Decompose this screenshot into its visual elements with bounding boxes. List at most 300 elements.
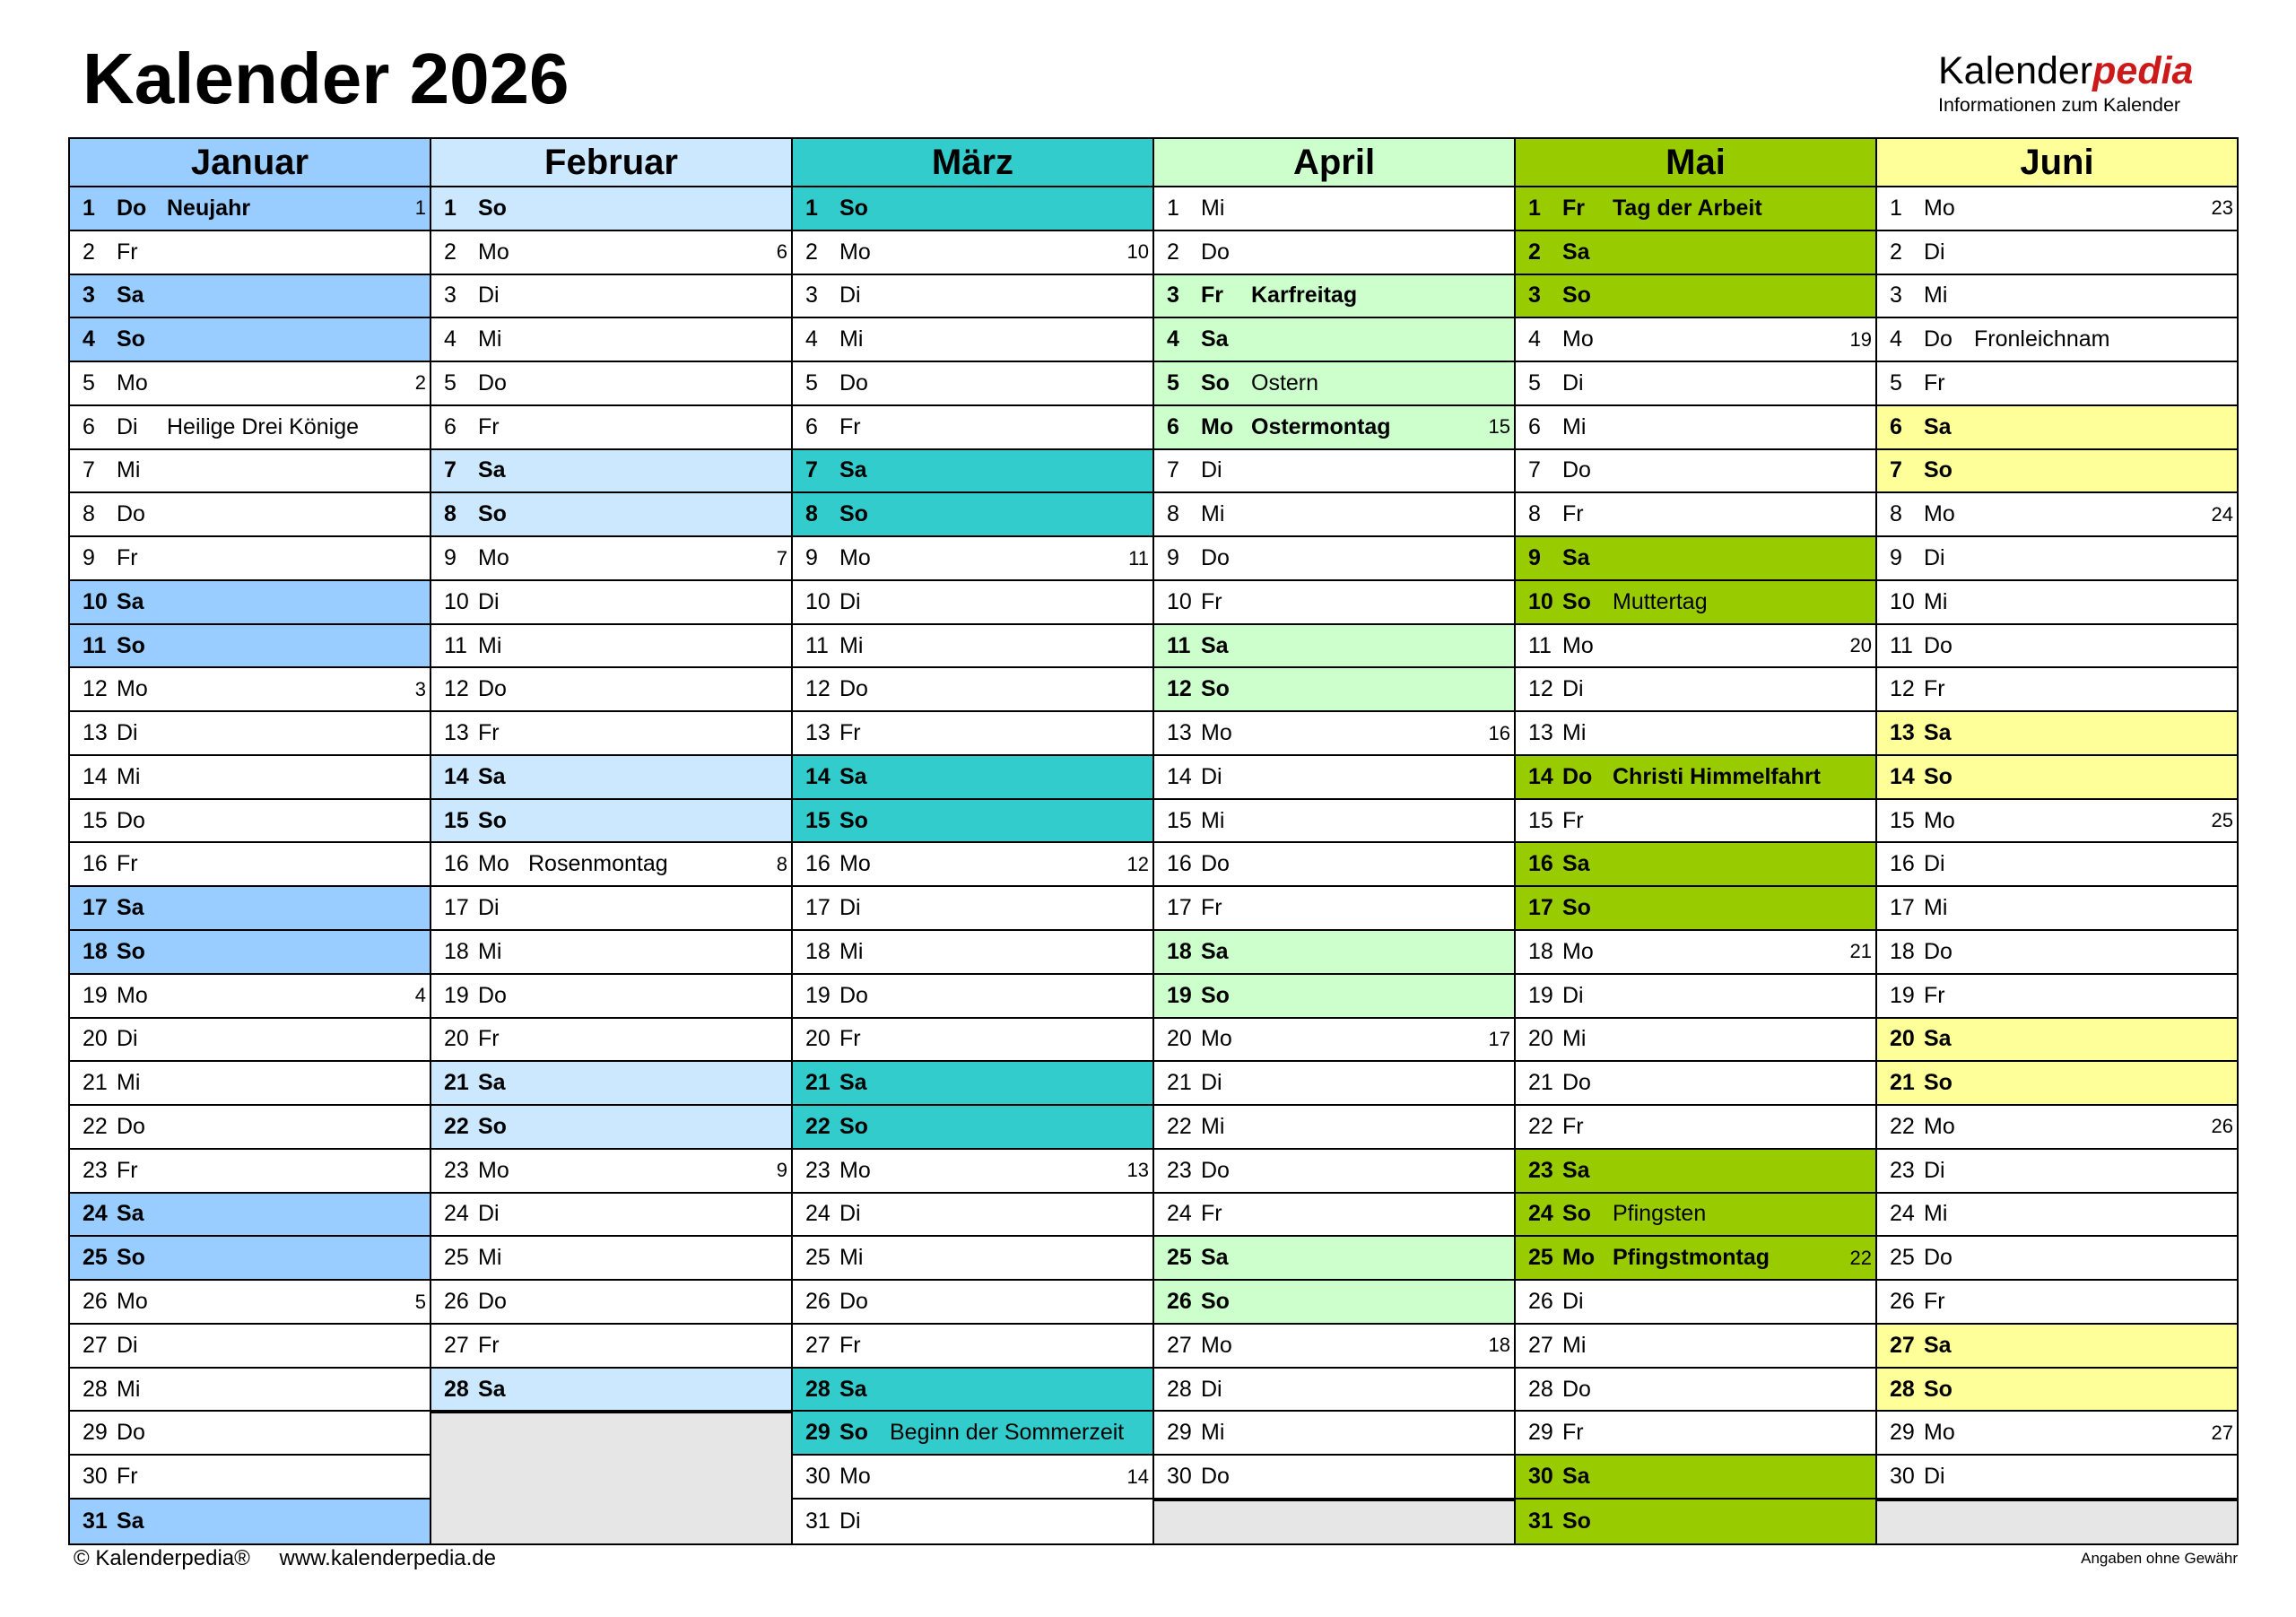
- weekday: Do: [478, 676, 507, 702]
- week-number: 6: [776, 240, 787, 264]
- day-row[interactable]: [1516, 318, 1875, 362]
- day-row[interactable]: [431, 537, 791, 581]
- weekday: Mo: [1924, 1420, 1955, 1446]
- day-row[interactable]: [1154, 931, 1514, 975]
- day-number: 13: [83, 720, 108, 746]
- day-row[interactable]: [1154, 581, 1514, 625]
- weekday: Do: [117, 807, 145, 833]
- day-row[interactable]: [70, 406, 430, 450]
- day-row[interactable]: [70, 975, 430, 1019]
- day-row[interactable]: [1877, 931, 2237, 975]
- day-row[interactable]: [1877, 406, 2237, 450]
- day-number: 21: [444, 1070, 469, 1096]
- day-row[interactable]: [1154, 362, 1514, 406]
- weekday: So: [1201, 676, 1230, 702]
- day-event: Rosenmontag: [528, 851, 668, 877]
- day-row[interactable]: [793, 1412, 1152, 1456]
- day-row[interactable]: [1877, 275, 2237, 319]
- weekday: Mi: [1562, 720, 1587, 746]
- day-row[interactable]: [70, 1019, 430, 1063]
- day-row[interactable]: [1877, 581, 2237, 625]
- day-row[interactable]: [70, 1500, 430, 1543]
- day-row[interactable]: [431, 581, 791, 625]
- day-row[interactable]: [431, 712, 791, 756]
- day-row[interactable]: [793, 931, 1152, 975]
- month-column: [1877, 139, 2237, 1543]
- day-row[interactable]: [1516, 1150, 1875, 1194]
- day-event: Ostern: [1251, 369, 1319, 396]
- day-row[interactable]: [70, 1281, 430, 1325]
- day-number: 15: [1167, 807, 1192, 833]
- day-event: Beginn der Sommerzeit: [890, 1420, 1125, 1446]
- day-row[interactable]: [1154, 712, 1514, 756]
- weekday: Do: [478, 369, 507, 396]
- day-row[interactable]: [793, 756, 1152, 800]
- weekday: Mo: [478, 1157, 509, 1183]
- weekday: Mo: [117, 369, 148, 396]
- day-row[interactable]: [793, 1456, 1152, 1500]
- day-number: 17: [444, 895, 469, 921]
- day-row[interactable]: [70, 887, 430, 931]
- brand-tagline: Informationen zum Kalender: [1938, 94, 2181, 116]
- day-row[interactable]: [1154, 1062, 1514, 1106]
- day-row[interactable]: [1154, 975, 1514, 1019]
- day-row[interactable]: [793, 581, 1152, 625]
- weekday: Mi: [1562, 413, 1587, 439]
- day-row[interactable]: [70, 537, 430, 581]
- day-row[interactable]: [793, 625, 1152, 669]
- day-row[interactable]: [1877, 887, 2237, 931]
- day-row[interactable]: [1877, 1062, 2237, 1106]
- day-row[interactable]: [431, 187, 791, 231]
- day-number: 10: [444, 588, 469, 614]
- day-row[interactable]: [1877, 493, 2237, 537]
- day-row[interactable]: [1516, 231, 1875, 275]
- day-row[interactable]: [1154, 318, 1514, 362]
- day-number: 23: [805, 1157, 831, 1183]
- day-row[interactable]: [1154, 1106, 1514, 1150]
- weekday: Mo: [1562, 632, 1594, 658]
- day-number: 22: [1167, 1113, 1192, 1139]
- day-row[interactable]: [1877, 1369, 2237, 1413]
- day-row[interactable]: [793, 318, 1152, 362]
- day-number: 5: [83, 369, 95, 396]
- day-number: 11: [444, 632, 467, 658]
- day-row[interactable]: [70, 362, 430, 406]
- weekday: So: [117, 1245, 145, 1271]
- day-number: 14: [83, 763, 108, 789]
- day-number: 30: [1167, 1464, 1192, 1490]
- day-row[interactable]: [1516, 362, 1875, 406]
- month-days: [70, 187, 430, 1543]
- day-row[interactable]: [1516, 1194, 1875, 1238]
- day-row[interactable]: [1516, 712, 1875, 756]
- day-row[interactable]: [431, 1369, 791, 1413]
- day-row[interactable]: [431, 1325, 791, 1369]
- day-row[interactable]: [1516, 1237, 1875, 1281]
- day-number: 9: [444, 545, 457, 570]
- day-number: 20: [1890, 1026, 1915, 1052]
- day-number: 13: [1167, 720, 1192, 746]
- day-row[interactable]: [1516, 406, 1875, 450]
- day-number: 30: [805, 1464, 831, 1490]
- day-row[interactable]: [793, 1325, 1152, 1369]
- day-row[interactable]: [1154, 1456, 1514, 1500]
- day-row[interactable]: [70, 275, 430, 319]
- day-row[interactable]: [1516, 493, 1875, 537]
- day-row[interactable]: [793, 275, 1152, 319]
- day-number: 20: [444, 1026, 469, 1052]
- day-number: 22: [1528, 1113, 1553, 1139]
- day-number: 20: [1167, 1026, 1192, 1052]
- day-row[interactable]: [1516, 1062, 1875, 1106]
- day-row[interactable]: [1516, 1325, 1875, 1369]
- weekday: Sa: [1201, 938, 1229, 964]
- day-row[interactable]: [1154, 1019, 1514, 1063]
- day-row[interactable]: [70, 668, 430, 712]
- day-row[interactable]: [70, 1412, 430, 1456]
- day-row[interactable]: [1516, 1019, 1875, 1063]
- day-row[interactable]: [431, 975, 791, 1019]
- day-row[interactable]: [793, 1281, 1152, 1325]
- week-number: 19: [1849, 327, 1872, 351]
- day-row[interactable]: [793, 887, 1152, 931]
- day-row[interactable]: [70, 493, 430, 537]
- day-row[interactable]: [431, 275, 791, 319]
- day-row[interactable]: [431, 450, 791, 494]
- day-row[interactable]: [1516, 581, 1875, 625]
- week-number: 10: [1126, 240, 1149, 264]
- week-number: 25: [2211, 809, 2233, 832]
- day-number: 24: [83, 1201, 108, 1227]
- weekday: Sa: [839, 1070, 867, 1096]
- day-number: 16: [1528, 851, 1553, 877]
- day-row[interactable]: [793, 1237, 1152, 1281]
- day-row[interactable]: [1516, 450, 1875, 494]
- day-row[interactable]: [70, 231, 430, 275]
- day-row[interactable]: [1154, 1325, 1514, 1369]
- day-row[interactable]: [1154, 537, 1514, 581]
- day-row[interactable]: [1877, 1237, 2237, 1281]
- day-row[interactable]: [1154, 1150, 1514, 1194]
- weekday: Di: [1562, 676, 1584, 702]
- day-row[interactable]: [431, 362, 791, 406]
- day-row[interactable]: [1877, 800, 2237, 844]
- day-row[interactable]: [793, 1369, 1152, 1413]
- month-header: März: [793, 139, 1152, 187]
- day-row[interactable]: [431, 318, 791, 362]
- day-row[interactable]: [1877, 975, 2237, 1019]
- day-row[interactable]: [1516, 275, 1875, 319]
- day-row[interactable]: [70, 800, 430, 844]
- day-row[interactable]: [793, 1194, 1152, 1238]
- weekday: Do: [478, 982, 507, 1008]
- day-row[interactable]: [793, 1150, 1152, 1194]
- day-row[interactable]: [431, 625, 791, 669]
- weekday: Di: [1201, 763, 1222, 789]
- day-row[interactable]: [1516, 1281, 1875, 1325]
- weekday: Fr: [478, 413, 500, 439]
- weekday: Mi: [839, 938, 864, 964]
- day-row[interactable]: [431, 800, 791, 844]
- weekday: Sa: [117, 1201, 144, 1227]
- weekday: Di: [1201, 1376, 1222, 1402]
- day-row[interactable]: [1154, 1194, 1514, 1238]
- day-row[interactable]: [1877, 450, 2237, 494]
- weekday: Mi: [1201, 501, 1225, 527]
- day-number: 6: [1528, 413, 1541, 439]
- day-number: 9: [1167, 545, 1179, 570]
- day-row[interactable]: [793, 231, 1152, 275]
- day-number: 27: [1167, 1332, 1192, 1358]
- day-row[interactable]: [70, 1106, 430, 1150]
- day-row[interactable]: [1516, 668, 1875, 712]
- day-row[interactable]: [431, 931, 791, 975]
- day-row[interactable]: [1516, 843, 1875, 887]
- day-row[interactable]: [431, 843, 791, 887]
- day-row[interactable]: [1877, 1456, 2237, 1500]
- day-row[interactable]: [793, 1019, 1152, 1063]
- day-number: 4: [83, 326, 95, 352]
- day-row[interactable]: [431, 1150, 791, 1194]
- day-row[interactable]: [793, 843, 1152, 887]
- weekday: So: [1924, 1070, 1952, 1096]
- day-row[interactable]: [431, 1281, 791, 1325]
- day-row[interactable]: [1516, 1106, 1875, 1150]
- weekday: Sa: [478, 1070, 506, 1096]
- day-number: 28: [1890, 1376, 1915, 1402]
- month-column: [1154, 139, 1516, 1543]
- day-row[interactable]: [1877, 668, 2237, 712]
- footer-url[interactable]: www.kalenderpedia.de: [279, 1546, 496, 1570]
- day-number: 20: [805, 1026, 831, 1052]
- weekday: Di: [478, 1201, 500, 1227]
- week-number: 21: [1849, 940, 1872, 963]
- weekday: Fr: [1924, 676, 1945, 702]
- day-number: 28: [1528, 1376, 1553, 1402]
- day-row[interactable]: [1877, 362, 2237, 406]
- weekday: Di: [1562, 369, 1584, 396]
- day-number: 5: [1528, 369, 1541, 396]
- day-row[interactable]: [70, 1150, 430, 1194]
- day-number: 25: [444, 1245, 469, 1271]
- day-row[interactable]: [1877, 187, 2237, 231]
- weekday: So: [1562, 895, 1591, 921]
- day-number: 25: [805, 1245, 831, 1271]
- day-row[interactable]: [1516, 800, 1875, 844]
- month-column: [431, 139, 793, 1543]
- day-row[interactable]: [793, 1062, 1152, 1106]
- day-row[interactable]: [1516, 537, 1875, 581]
- day-number: 13: [1890, 720, 1915, 746]
- weekday: Mo: [1924, 501, 1955, 527]
- weekday: Do: [1924, 938, 1952, 964]
- weekday: Fr: [117, 239, 138, 265]
- day-row[interactable]: [1877, 537, 2237, 581]
- weekday: Sa: [117, 283, 144, 309]
- weekday: Do: [1924, 326, 1952, 352]
- day-number: 29: [1890, 1420, 1915, 1446]
- day-row[interactable]: [1154, 625, 1514, 669]
- day-row[interactable]: [1154, 1369, 1514, 1413]
- day-row[interactable]: [793, 187, 1152, 231]
- day-row[interactable]: [1877, 1412, 2237, 1456]
- day-number: 21: [805, 1070, 831, 1096]
- day-row[interactable]: [1154, 406, 1514, 450]
- day-row[interactable]: [1154, 887, 1514, 931]
- day-row[interactable]: [793, 1106, 1152, 1150]
- day-row[interactable]: [70, 1369, 430, 1413]
- weekday: Fr: [1562, 195, 1585, 221]
- day-row[interactable]: [1877, 625, 2237, 669]
- day-row[interactable]: [1154, 1237, 1514, 1281]
- weekday: Mo: [1201, 1332, 1232, 1358]
- day-number: 3: [444, 283, 457, 309]
- day-row[interactable]: [1877, 712, 2237, 756]
- day-row[interactable]: [793, 1500, 1152, 1543]
- day-row[interactable]: [1154, 756, 1514, 800]
- day-row[interactable]: [70, 1237, 430, 1281]
- day-number: 2: [444, 239, 457, 265]
- day-number: 4: [805, 326, 818, 352]
- day-row[interactable]: [1877, 231, 2237, 275]
- day-row[interactable]: [431, 1194, 791, 1238]
- weekday: Do: [1201, 1157, 1230, 1183]
- weekday: Do: [117, 195, 147, 221]
- weekday: Fr: [1562, 1420, 1584, 1446]
- day-row[interactable]: [1154, 231, 1514, 275]
- day-row[interactable]: [70, 843, 430, 887]
- day-row[interactable]: [793, 362, 1152, 406]
- day-row[interactable]: [793, 668, 1152, 712]
- weekday: Do: [1201, 239, 1230, 265]
- day-row[interactable]: [1154, 275, 1514, 319]
- day-row[interactable]: [70, 1194, 430, 1238]
- footer-left: [74, 1546, 519, 1571]
- day-number: 8: [805, 501, 818, 527]
- day-row[interactable]: [793, 800, 1152, 844]
- day-row[interactable]: [1516, 1500, 1875, 1543]
- day-row[interactable]: [1516, 975, 1875, 1019]
- day-row[interactable]: [70, 318, 430, 362]
- day-row[interactable]: [1516, 887, 1875, 931]
- day-row[interactable]: [1516, 1456, 1875, 1500]
- day-row[interactable]: [70, 756, 430, 800]
- day-number: 31: [83, 1508, 108, 1534]
- day-row[interactable]: [1877, 1194, 2237, 1238]
- empty-cell: [1154, 1500, 1514, 1543]
- day-number: 1: [444, 195, 457, 221]
- day-row[interactable]: [1516, 1369, 1875, 1413]
- day-row[interactable]: [1877, 1150, 2237, 1194]
- day-row[interactable]: [1154, 1412, 1514, 1456]
- day-number: 10: [1528, 588, 1553, 614]
- day-number: 8: [1528, 501, 1541, 527]
- day-row[interactable]: [431, 406, 791, 450]
- day-row[interactable]: [793, 712, 1152, 756]
- day-row[interactable]: [1516, 756, 1875, 800]
- day-row[interactable]: [793, 450, 1152, 494]
- day-row[interactable]: [1877, 1325, 2237, 1369]
- day-number: 19: [1528, 982, 1553, 1008]
- day-row[interactable]: [70, 450, 430, 494]
- day-row[interactable]: [431, 493, 791, 537]
- day-row[interactable]: [1154, 800, 1514, 844]
- day-row[interactable]: [431, 231, 791, 275]
- day-number: 16: [444, 851, 469, 877]
- day-number: 9: [805, 545, 818, 570]
- day-row[interactable]: [1877, 756, 2237, 800]
- day-number: 15: [1528, 807, 1553, 833]
- day-row[interactable]: [793, 493, 1152, 537]
- day-row[interactable]: [1154, 450, 1514, 494]
- day-row[interactable]: [70, 187, 430, 231]
- day-row[interactable]: [70, 625, 430, 669]
- weekday: Mo: [1924, 1113, 1955, 1139]
- day-row[interactable]: [1154, 1281, 1514, 1325]
- day-row[interactable]: [1154, 187, 1514, 231]
- weekday: Mo: [117, 676, 148, 702]
- day-row[interactable]: [431, 756, 791, 800]
- day-row[interactable]: [431, 668, 791, 712]
- day-row[interactable]: [70, 1325, 430, 1369]
- day-row[interactable]: [431, 1106, 791, 1150]
- day-row[interactable]: [1877, 1019, 2237, 1063]
- day-row[interactable]: [70, 931, 430, 975]
- day-row[interactable]: [431, 1062, 791, 1106]
- day-row[interactable]: [70, 1062, 430, 1106]
- day-row[interactable]: [1877, 1106, 2237, 1150]
- day-number: 27: [805, 1332, 831, 1358]
- day-row[interactable]: [1154, 843, 1514, 887]
- day-row[interactable]: [793, 537, 1152, 581]
- day-row[interactable]: [70, 581, 430, 625]
- day-row[interactable]: [70, 1456, 430, 1500]
- weekday: Mo: [117, 1289, 148, 1315]
- day-row[interactable]: [1877, 318, 2237, 362]
- day-row[interactable]: [431, 1019, 791, 1063]
- day-row[interactable]: [1516, 931, 1875, 975]
- day-number: 15: [805, 807, 831, 833]
- day-row[interactable]: [431, 887, 791, 931]
- brand-logo[interactable]: [1938, 48, 2234, 117]
- weekday: So: [1562, 1508, 1591, 1534]
- day-row[interactable]: [1516, 625, 1875, 669]
- day-row[interactable]: [70, 712, 430, 756]
- day-row[interactable]: [1877, 843, 2237, 887]
- day-number: 5: [805, 369, 818, 396]
- weekday: So: [117, 326, 145, 352]
- day-row[interactable]: [1154, 493, 1514, 537]
- day-row[interactable]: [1516, 1412, 1875, 1456]
- weekday: Mi: [1562, 1332, 1587, 1358]
- day-row[interactable]: [431, 1237, 791, 1281]
- weekday: Mi: [839, 326, 864, 352]
- empty-cell: [431, 1412, 791, 1543]
- week-number: 9: [776, 1159, 787, 1182]
- day-row[interactable]: [1516, 187, 1875, 231]
- day-row[interactable]: [793, 406, 1152, 450]
- weekday: Mo: [117, 982, 148, 1008]
- week-number: 5: [414, 1290, 426, 1313]
- day-number: 17: [83, 895, 108, 921]
- day-row[interactable]: [1154, 668, 1514, 712]
- day-number: 1: [1890, 195, 1902, 221]
- day-number: 27: [1890, 1332, 1915, 1358]
- day-row[interactable]: [1877, 1281, 2237, 1325]
- day-row[interactable]: [793, 975, 1152, 1019]
- day-number: 9: [1890, 545, 1902, 570]
